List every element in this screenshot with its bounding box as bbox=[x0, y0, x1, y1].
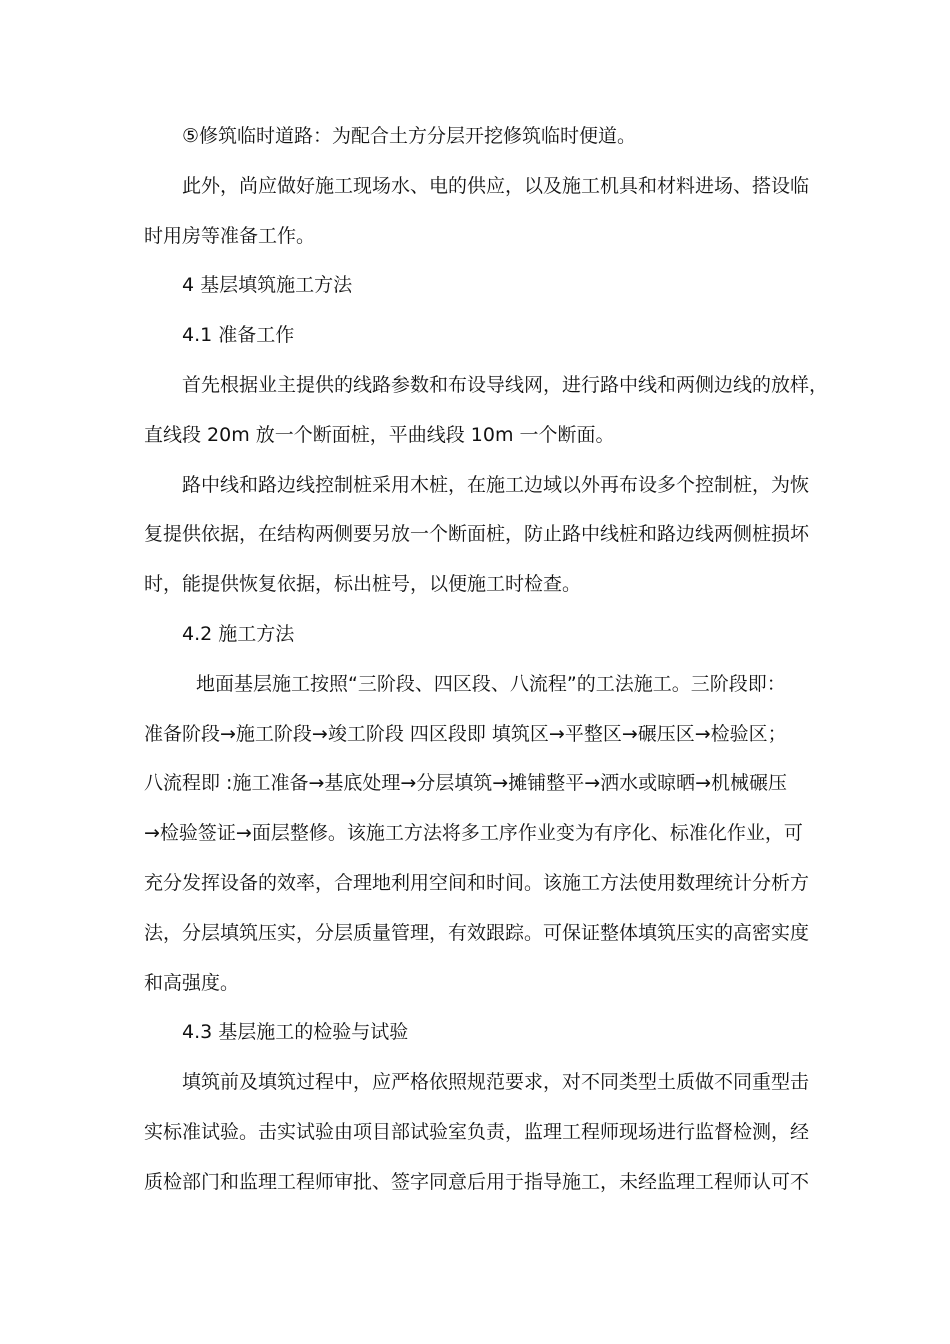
paragraph-site-preparation bbox=[144, 162, 812, 262]
text-line: →检验签证→面层整修。该施工方法将多工序作业变为有序化、标准化作业，可 bbox=[144, 822, 803, 845]
section-heading-4-2 bbox=[144, 610, 812, 660]
paragraph-inspection-testing bbox=[144, 1058, 812, 1207]
text-line: 实标准试验。击实试验由项目部试验室负责，监理工程师现场进行监督检测，经 bbox=[144, 1120, 810, 1143]
text-line: 时，能提供恢复依据，标出桩号，以便施工时检查。 bbox=[144, 573, 582, 596]
text-line: 路中线和路边线控制桩采用木桩，在施工边域以外再布设多个控制桩，为恢 bbox=[182, 473, 810, 496]
section-heading-4 bbox=[144, 261, 812, 311]
text-line: 时用房等准备工作。 bbox=[144, 224, 316, 247]
heading-text: 4.1 准备工作 bbox=[182, 324, 295, 347]
text-line: 法，分层填筑压实，分层质量管理，有效跟踪。可保证整体填筑压实的高密实度 bbox=[144, 921, 810, 944]
text-line: 八流程即 :施工准备→基底处理→分层填筑→摊铺整平→洒水或晾晒→机械碾压 bbox=[144, 772, 788, 795]
text-line: 此外，尚应做好施工现场水、电的供应，以及施工机具和材料进场、搭设临 bbox=[182, 174, 810, 197]
text-line: 首先根据业主提供的线路参数和布设导线网，进行路中线和两侧边线的放样， bbox=[182, 373, 829, 396]
text-line: 质检部门和监理工程师审批、签字同意后用于指导施工，未经监理工程师认可不 bbox=[144, 1170, 810, 1193]
text-line: ⑤修筑临时道路：为配合土方分层开挖修筑临时便道。 bbox=[182, 125, 637, 147]
text-line: 复提供依据，在结构两侧要另放一个断面桩，防止路中线桩和路边线两侧桩损坏 bbox=[144, 523, 810, 546]
paragraph-control-stakes bbox=[144, 461, 812, 610]
text-line: 充分发挥设备的效率，合理地利用空间和时间。该施工方法使用数理统计分析方 bbox=[144, 871, 810, 894]
section-heading-4-3 bbox=[144, 1008, 812, 1058]
document-page bbox=[144, 112, 829, 1208]
text-line: 地面基层施工按照“三阶段、四区段、八流程”的工法施工。三阶段即： bbox=[196, 672, 786, 695]
text-line: 填筑前及填筑过程中，应严格依照规范要求，对不同类型土质做不同重型击 bbox=[182, 1071, 810, 1094]
heading-text: 4.3 基层施工的检验与试验 bbox=[182, 1021, 409, 1044]
paragraph-construction-method bbox=[144, 660, 812, 1009]
paragraph-temporary-road bbox=[144, 112, 812, 162]
text-line: 直线段 20m 放一个断面桩，平曲线段 10m 一个断面。 bbox=[144, 423, 615, 446]
text-line: 准备阶段→施工阶段→竣工阶段 四区段即 填筑区→平整区→碾压区→检验区； bbox=[144, 722, 787, 745]
text-line: 和高强度。 bbox=[144, 971, 240, 994]
heading-text: 4.2 施工方法 bbox=[182, 622, 295, 645]
section-heading-4-1 bbox=[144, 311, 812, 361]
paragraph-survey-layout bbox=[144, 361, 829, 461]
heading-text: 4 基层填筑施工方法 bbox=[182, 274, 353, 297]
